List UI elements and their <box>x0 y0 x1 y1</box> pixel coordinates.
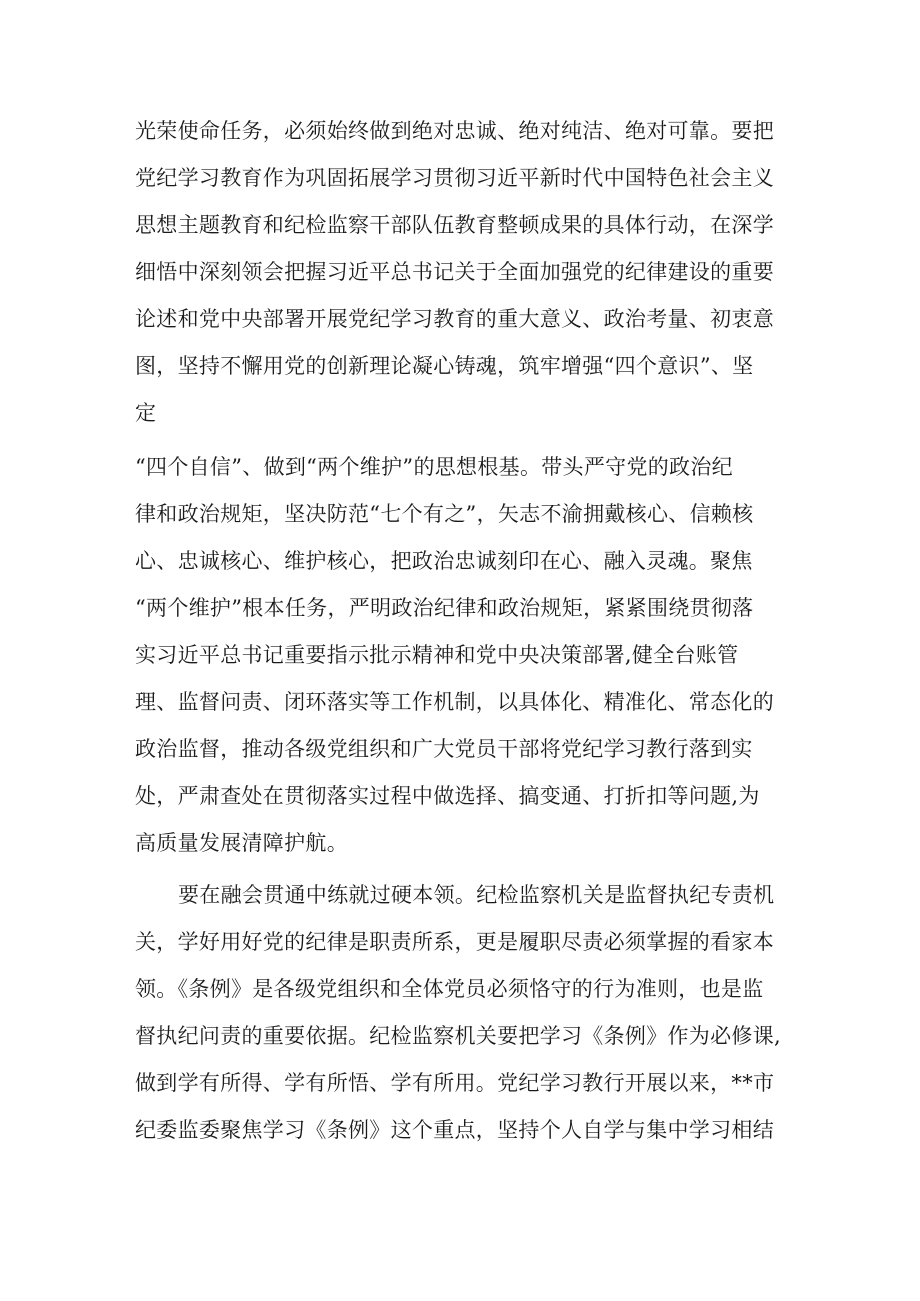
text-line-9: 律和政治规矩，坚决防范“七个有之”，矢志不渝拥戴核心、信赖核 <box>135 502 754 526</box>
text-line-8: “四个自信”、做到“两个维护”的思想根基。带头严守党的政治纪 <box>135 455 733 479</box>
text-line-13: 理、监督问责、闭环落实等工作机制，以具体化、精准化、常态化的 <box>135 690 774 714</box>
text-line-12: 实习近平总书记重要指示批示精神和党中央决策部署,健全台账管 <box>135 643 739 667</box>
text-line-18: 关，学好用好党的纪律是职责所系，更是履职尽责必须掌握的看家本 <box>135 930 774 954</box>
text-line-11: “两个维护”根本任务，严明政治纪律和政治规矩，紧紧围绕贯彻落 <box>135 596 754 620</box>
text-line-2: 党纪学习教育作为巩固拓展学习贯彻习近平新时代中国特色社会主义 <box>135 166 774 190</box>
text-line-17: 要在融会贯通中练就过硬本领。纪检监察机关是监督执纪专责机 <box>178 883 775 907</box>
text-line-22: 纪委监委聚焦学习《条例》这个重点，坚持个人自学与集中学习相结 <box>135 1118 774 1142</box>
text-line-5: 论述和党中央部署开展党纪学习教育的重大意义、政治考量、初衷意 <box>135 307 774 331</box>
text-line-3: 思想主题教育和纪检监察干部队伍教育整顿成果的具体行动，在深学 <box>135 213 774 237</box>
text-line-19: 领。《条例》是各级党组织和全体党员必须恪守的行为准则，也是监 <box>135 977 764 1001</box>
text-line-10: 心、忠诚核心、维护核心，把政治忠诚刻印在心、融入灵魂。聚焦 <box>135 549 753 573</box>
text-line-15: 处，严肃查处在贯彻落实过程中做选择、搞变通、打折扣等问题,为 <box>135 784 760 808</box>
text-line-7: 定 <box>135 401 157 425</box>
text-line-14: 政治监督，推动各级党组织和广大党员干部将党纪学习教行落到实 <box>135 737 753 761</box>
text-line-20: 督执纪问责的重要依据。纪检监察机关要把学习《条例》作为必修课, <box>135 1024 781 1048</box>
text-line-4: 细悟中深刻领会把握习近平总书记关于全面加强党的纪律建设的重要 <box>135 260 774 284</box>
text-line-16: 高质量发展清障护航。 <box>135 831 348 855</box>
text-line-21: 做到学有所得、学有所悟、学有所用。党纪学习教行开展以来，**市 <box>135 1071 775 1095</box>
text-line-1: 光荣使命任务，必须始终做到绝对忠诚、绝对纯洁、绝对可靠。要把 <box>135 119 774 143</box>
text-line-6: 图，坚持不懈用党的创新理论凝心铸魂，筑牢增强“四个意识”、坚 <box>135 354 754 378</box>
